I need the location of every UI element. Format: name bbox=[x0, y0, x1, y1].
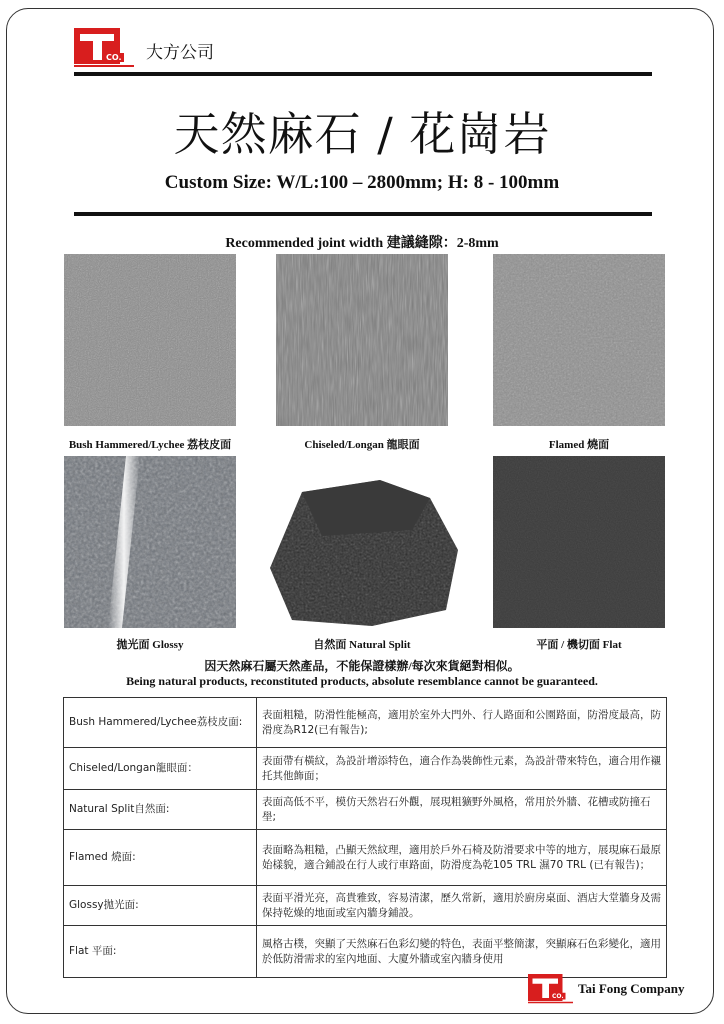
table-row bbox=[64, 790, 667, 830]
table-row bbox=[64, 748, 667, 790]
caption-flat: 平面 / 機切面 Flat bbox=[536, 639, 622, 651]
company-logo: CO. bbox=[74, 28, 134, 64]
caption-bush-hammered: Bush Hammered/Lychee 荔枝皮面 bbox=[68, 439, 232, 451]
row-desc: 風格古樸，突顯了天然麻石色彩幻變的特色，表面平整簡潔，突顯麻石色彩變化，適用於低防滑需求的室內地面、大廈外牆或室內牆身使用 bbox=[257, 926, 667, 978]
swatch-flamed bbox=[493, 254, 665, 426]
table-row bbox=[64, 886, 667, 926]
row-name: Chiseled/Longan龍眼面： bbox=[64, 748, 257, 790]
caption-glossy: 拋光面 Glossy bbox=[116, 639, 184, 651]
notice-cn: 因天然麻石屬天然產品，不能保證樣辦/每次來貨絕對相似。 bbox=[204, 659, 520, 673]
page-title: 天然麻石 / 花崗岩 bbox=[173, 107, 551, 161]
swatch-chiseled bbox=[276, 254, 448, 426]
notice-en: Being natural products, reconstituted products, absolute resemblance cannot be guaranteed. bbox=[126, 674, 598, 688]
caption-chiseled: Chiseled/Longan 龍眼面 bbox=[304, 439, 420, 451]
swatch-bush-hammered bbox=[64, 254, 236, 426]
row-desc: 表面粗糙，防滑性能極高，適用於室外大門外、行人路面和公園路面，防滑度最高，防滑度為R12(已有報告); bbox=[257, 698, 667, 748]
row-name: Bush Hammered/Lychee荔枝皮面: bbox=[64, 698, 257, 748]
header-rule bbox=[74, 72, 652, 76]
swatch-natural-split bbox=[262, 470, 462, 630]
table-row bbox=[64, 698, 667, 748]
swatch-flat bbox=[493, 456, 665, 628]
swatch-glossy bbox=[64, 456, 236, 628]
row-desc: 表面高低不平，模仿天然岩石外觀，展現粗獷野外風格，常用於外牆、花槽或防撞石壆; bbox=[257, 790, 667, 830]
row-desc: 表面平滑光亮，高貴雅致，容易清潔，歷久常新，適用於廚房桌面、酒店大堂牆身及需保持乾燥的地面或室內牆身鋪設。 bbox=[257, 886, 667, 926]
row-name: Flamed 燒面: bbox=[64, 830, 257, 886]
row-name: Flat 平面: bbox=[64, 926, 257, 978]
caption-natural-split: 自然面 Natural Split bbox=[313, 639, 411, 651]
table-row bbox=[64, 926, 667, 978]
row-desc: 表面帶有橫紋，為設計增添特色，適合作為裝飾性元素，為設計帶來特色，適合用作襯托其他飾面； bbox=[257, 748, 667, 790]
row-name: Glossy拋光面: bbox=[64, 886, 257, 926]
finish-spec-table bbox=[63, 697, 667, 978]
mid-rule bbox=[74, 212, 652, 216]
joint-width: Recommended joint width 建議縫隙：2-8mm bbox=[225, 236, 499, 251]
row-desc: 表面略為粗糙，凸顯天然紋理，適用於戶外石椅及防滑要求中等的地方，展現麻石最原始樣貌，適合鋪設在行人或行車路面，防滑度為乾105 TRL 濕70 TRL (已有報告)； bbox=[257, 830, 667, 886]
table-row bbox=[64, 830, 667, 886]
row-name: Natural Split自然面: bbox=[64, 790, 257, 830]
size-subtitle: Custom Size: W/L:100 – 2800mm; H: 8 - 100mm bbox=[164, 172, 560, 193]
caption-flamed: Flamed 燒面 bbox=[548, 439, 610, 451]
company-name-cn: 大方公司 bbox=[146, 43, 214, 63]
footer-logo: CO. bbox=[528, 974, 573, 1001]
company-name-en: Tai Fong Company bbox=[578, 981, 685, 996]
